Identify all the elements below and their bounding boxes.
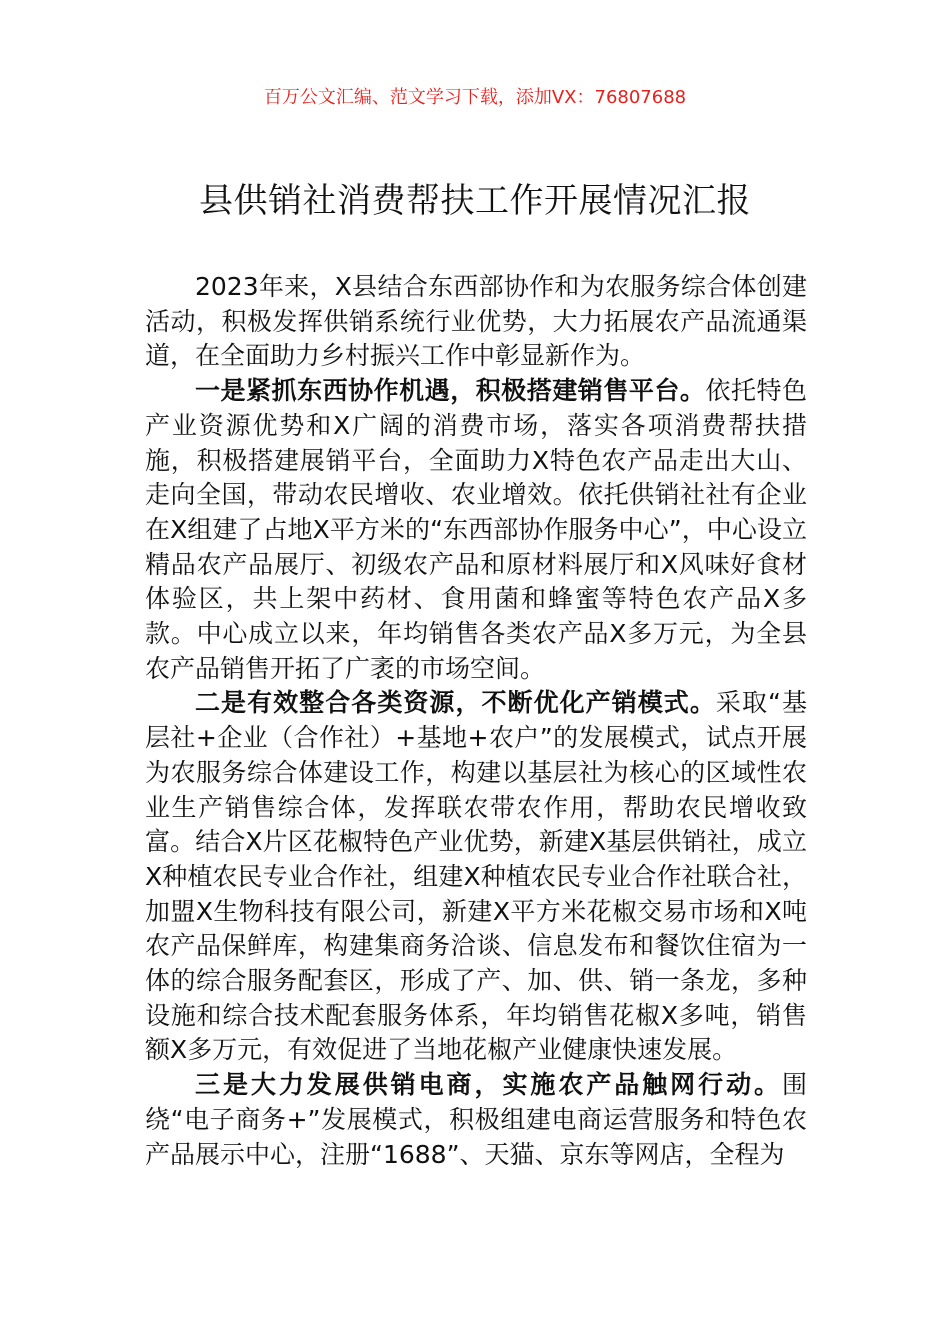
paragraph-lead: 三是大力发展供销电商，实施农产品触网行动。	[195, 1070, 782, 1100]
paragraph-text: 采取“基层社+企业（合作社）+基地+农户”的发展模式，试点开展为农服务综合体建设工作，构建以基层社为核心的区域性农业生产销售综合体，发挥联农带农作用，帮助农民增收致富。结合X片区花椒特色产业优势，新建X基层供销社，成立X种植农民专业合作社，组建X种植农民专业合作社联合社，加盟X生物科技有限公司，新建X平方米花椒交易市场和X吨农产品保鲜库，构建集商务洽谈、信息发布和餐饮住宿为一体的综合服务配套区，形成了产、加、供、销一条龙，多种设施和综合技术配套服务体系，年均销售花椒X多吨，销售额X多万元，有效促进了当地花椒产业健康快速发展。	[145, 688, 807, 1065]
document-body	[145, 270, 807, 1172]
paragraph-text: 2023年来，X县结合东西部协作和为农服务综合体创建活动，积极发挥供销系统行业优势，大力拓展农产品流通渠道，在全面助力乡村振兴工作中彰显新作为。	[145, 272, 807, 371]
header-note: 百万公文汇编、范文学习下载，添加VX：76807688	[263, 87, 687, 108]
paragraph-text: 依托特色产业资源优势和X广阔的消费市场，落实各项消费帮扶措施，积极搭建展销平台，全面助力X特色农产品走出大山、走向全国，带动农民增收、农业增效。依托供销社社有企业在X组建了占地X平方米的“东西部协作服务中心”，中心设立精品农产品展厅、初级农产品和原材料展厅和X风味好食材体验区，共上架中药材、食用菌和蜂蜜等特色农产品X多款。中心成立以来，年均销售各类农产品X多万元，为全县农产品销售开拓了广袤的市场空间。	[145, 376, 807, 683]
paragraph-text: 围绕“电子商务+”发展模式，积极组建电商运营服务和特色农产品展示中心，注册“1688”、天猫、京东等网店，全程为	[145, 1070, 807, 1169]
document-title: 县供销社消费帮扶工作开展情况汇报	[199, 181, 751, 221]
paragraph-lead: 二是有效整合各类资源，不断优化产销模式。	[195, 688, 716, 718]
paragraph-section-3	[145, 1068, 807, 1172]
paragraph-intro	[145, 270, 807, 374]
paragraph-section-2	[145, 686, 807, 1068]
paragraph-section-1	[145, 374, 807, 686]
paragraph-lead: 一是紧抓东西协作机遇，积极搭建销售平台。	[195, 376, 706, 406]
